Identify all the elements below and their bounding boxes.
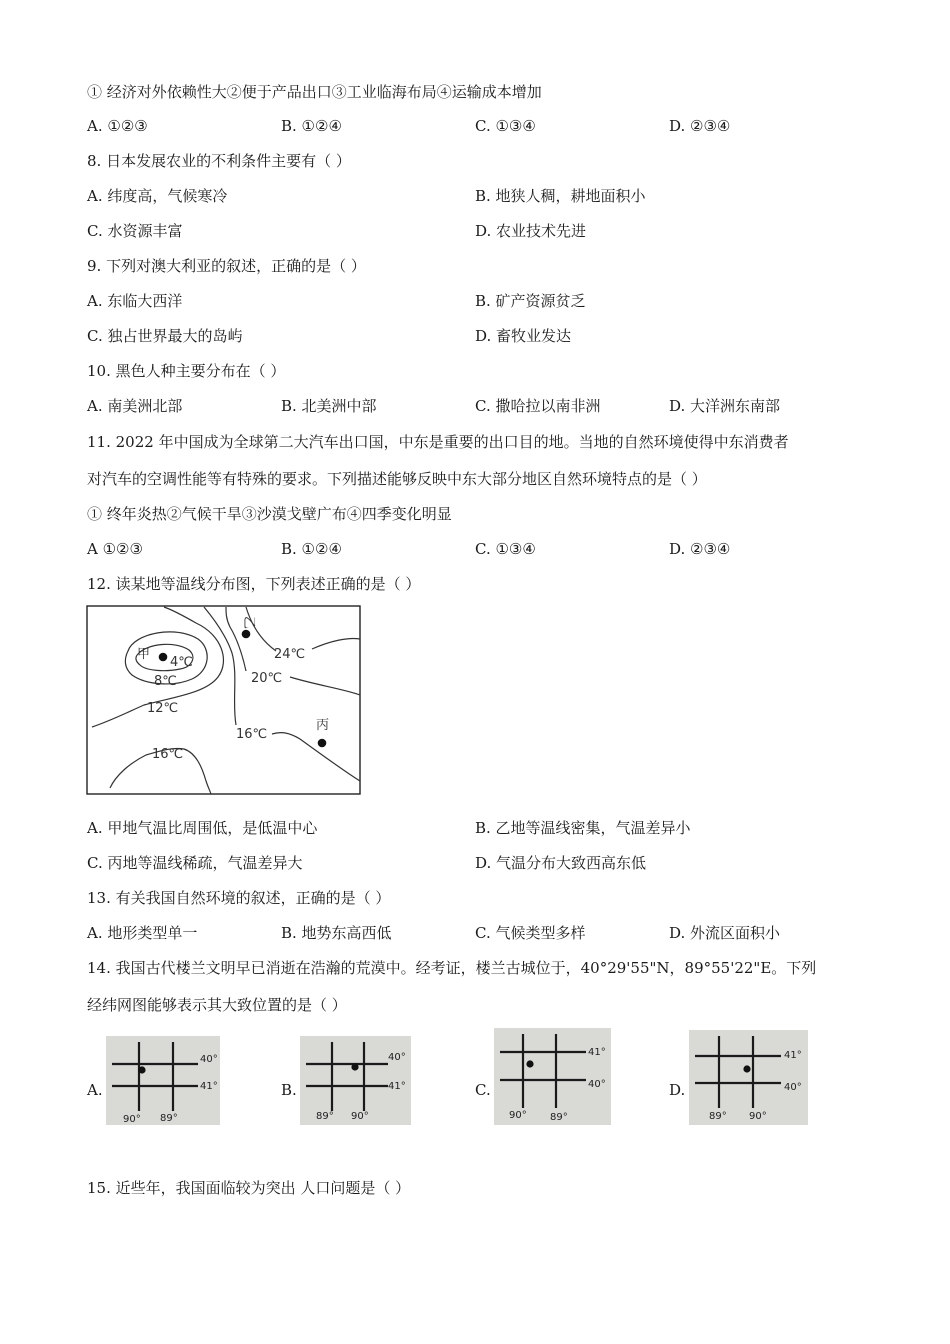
- q7-option-a[interactable]: A. ①②③: [87, 117, 148, 135]
- point-jia: [159, 653, 168, 662]
- svg-text:40°: 40°: [784, 1082, 802, 1093]
- label-12c: 12℃: [147, 701, 179, 716]
- q8-option-d[interactable]: D. 农业技术先进: [475, 222, 587, 240]
- q12-option-a[interactable]: A. 甲地气温比周围低，是低温中心: [87, 819, 318, 837]
- svg-text:41°: 41°: [388, 1081, 406, 1092]
- q12-stem: 12. 读某地等温线分布图，下列表述正确的是（ ）: [87, 575, 421, 593]
- svg-text:90°: 90°: [351, 1111, 369, 1122]
- q10-option-c[interactable]: C. 撒哈拉以南非洲: [475, 397, 601, 415]
- svg-text:89°: 89°: [550, 1112, 568, 1123]
- q11-stem-line1: 11. 2022 年中国成为全球第二大汽车出口国，中东是重要的出口目的地。当地的自然环境使得中东消费者: [87, 433, 789, 451]
- svg-text:90°: 90°: [123, 1114, 141, 1125]
- q11-option-a[interactable]: A ①②③: [87, 540, 143, 558]
- q9-option-b[interactable]: B. 矿产资源贫乏: [475, 292, 586, 310]
- q14-option-a-letter[interactable]: A.: [87, 1081, 103, 1099]
- q14-option-d-letter[interactable]: D.: [669, 1081, 686, 1099]
- q14-option-c-dot: [526, 1060, 533, 1067]
- svg-text:40°: 40°: [588, 1079, 606, 1090]
- q11-option-d[interactable]: D. ②③④: [669, 540, 731, 558]
- q10-stem: 10. 黑色人种主要分布在（ ）: [87, 362, 286, 380]
- q13-stem: 13. 有关我国自然环境的叙述，正确的是（ ）: [87, 889, 391, 907]
- label-24c: 24℃: [274, 647, 306, 662]
- q13-option-c[interactable]: C. 气候类型多样: [475, 924, 586, 942]
- svg-text:89°: 89°: [316, 1111, 334, 1122]
- q12-option-c[interactable]: C. 丙地等温线稀疏，气温差异大: [87, 854, 303, 872]
- q12-option-d[interactable]: D. 气温分布大致西高东低: [475, 854, 647, 872]
- svg-text:89°: 89°: [160, 1113, 178, 1124]
- label-bing: 丙: [316, 718, 330, 733]
- svg-text:89°: 89°: [709, 1111, 727, 1122]
- q15-stem: 15. 近些年，我国面临较为突出 人口问题是（ ）: [87, 1179, 411, 1197]
- q14-option-d-dot: [743, 1065, 750, 1072]
- q14-stem-line2: 经纬网图能够表示其大致位置的是（ ）: [87, 996, 347, 1014]
- q9-option-a[interactable]: A. 东临大西洋: [87, 292, 183, 310]
- label-4c: 4℃: [170, 655, 193, 670]
- svg-text:90°: 90°: [749, 1111, 767, 1122]
- label-16c-middle: 16℃: [236, 727, 268, 742]
- q14-option-a-grid[interactable]: [106, 1036, 220, 1125]
- label-8c: 8℃: [154, 674, 177, 689]
- q14-option-a-dot: [138, 1066, 145, 1073]
- q13-option-b[interactable]: B. 地势东高西低: [281, 924, 392, 942]
- q12-option-b[interactable]: B. 乙地等温线密集，气温差异小: [475, 819, 691, 837]
- q9-option-d[interactable]: D. 畜牧业发达: [475, 327, 572, 345]
- q11-option-c[interactable]: C. ①③④: [475, 540, 536, 558]
- label-yi: 乙: [241, 616, 256, 630]
- svg-text:41°: 41°: [588, 1047, 606, 1058]
- q14-option-b-grid[interactable]: [300, 1036, 411, 1125]
- q7-option-b[interactable]: B. ①②④: [281, 117, 342, 135]
- q14-option-b-dot: [351, 1063, 358, 1070]
- q14-option-b-letter[interactable]: B.: [281, 1081, 297, 1099]
- q9-stem: 9. 下列对澳大利亚的叙述，正确的是（ ）: [87, 257, 366, 275]
- q7-option-d[interactable]: D. ②③④: [669, 117, 731, 135]
- point-yi: [242, 630, 251, 639]
- q10-option-a[interactable]: A. 南美洲北部: [87, 397, 183, 415]
- q14-option-c-grid[interactable]: [494, 1028, 611, 1125]
- q10-option-b[interactable]: B. 北美洲中部: [281, 397, 377, 415]
- svg-text:40°: 40°: [388, 1052, 406, 1063]
- label-jia: 甲: [137, 647, 151, 662]
- q8-option-b[interactable]: B. 地狭人稠，耕地面积小: [475, 187, 646, 205]
- q8-option-c[interactable]: C. 水资源丰富: [87, 222, 183, 240]
- point-bing: [318, 739, 327, 748]
- svg-text:41°: 41°: [784, 1050, 802, 1061]
- q7-items: ① 经济对外依赖性大②便于产品出口③工业临海布局④运输成本增加: [87, 83, 542, 101]
- q9-option-c[interactable]: C. 独占世界最大的岛屿: [87, 327, 243, 345]
- q13-option-a[interactable]: A. 地形类型单一: [87, 924, 198, 942]
- q10-option-d[interactable]: D. 大洋洲东南部: [669, 397, 781, 415]
- isotherm-map: [86, 605, 362, 796]
- svg-text:90°: 90°: [509, 1110, 527, 1121]
- label-16c-lower: 16℃: [152, 747, 184, 762]
- q11-option-b[interactable]: B. ①②④: [281, 540, 342, 558]
- q11-items: ① 终年炎热②气候干旱③沙漠戈壁广布④四季变化明显: [87, 505, 452, 523]
- q14-option-d-grid[interactable]: [689, 1030, 808, 1125]
- q8-stem: 8. 日本发展农业的不利条件主要有（ ）: [87, 152, 351, 170]
- q14-stem-line1: 14. 我国古代楼兰文明早已消逝在浩瀚的荒漠中。经考证，楼兰古城位于，40°29'55"N，89°55'22"E。下列: [87, 959, 817, 977]
- label-20c: 20℃: [251, 671, 283, 686]
- q11-stem-line2: 对汽车的空调性能等有特殊的要求。下列描述能够反映中东大部分地区自然环境特点的是（ ）: [87, 470, 707, 488]
- q14-option-c-letter[interactable]: C.: [475, 1081, 491, 1099]
- q13-option-d[interactable]: D. 外流区面积小: [669, 924, 781, 942]
- q7-option-c[interactable]: C. ①③④: [475, 117, 536, 135]
- svg-text:40°: 40°: [200, 1054, 218, 1065]
- svg-text:41°: 41°: [200, 1081, 218, 1092]
- q8-option-a[interactable]: A. 纬度高，气候寒冷: [87, 187, 228, 205]
